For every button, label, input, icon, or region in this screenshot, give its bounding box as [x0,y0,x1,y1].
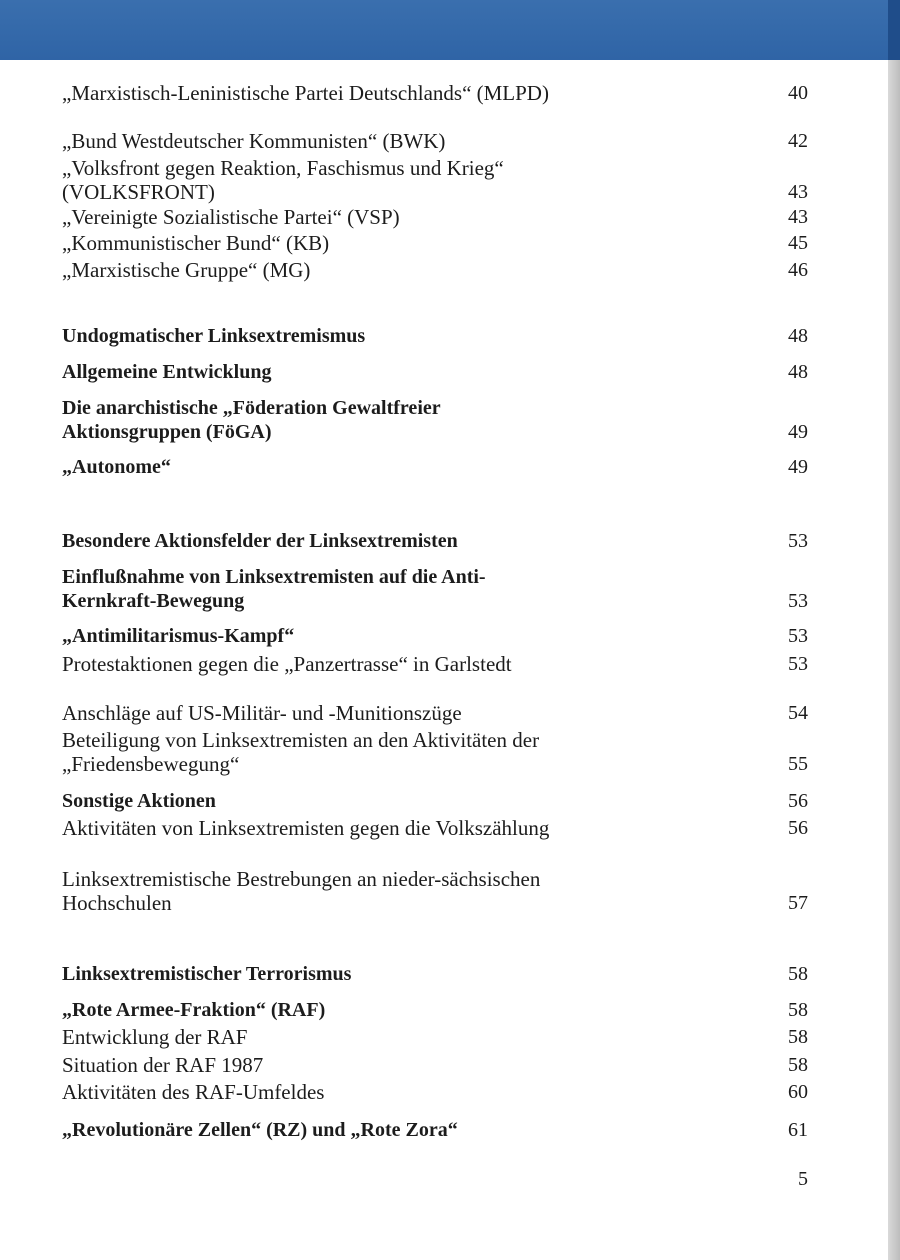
toc-entry-text: Linksextremistischer Terrorismus [62,963,352,985]
toc-entry [62,701,808,725]
toc-entry [62,258,808,282]
toc-entry-text: Aktivitäten von Linksextremisten gegen die Volkszählung [62,816,550,840]
toc-entry [62,728,808,776]
toc-entry-page: 53 [788,530,808,552]
toc-entry-page: 45 [788,232,808,254]
toc-entry-page: 58 [788,1054,808,1076]
toc-heading [62,624,808,648]
toc-entry-text: Entwicklung der RAF [62,1025,248,1049]
toc-entry-page: 49 [788,421,808,443]
toc-heading [62,529,808,553]
toc-entry-text: „Kommunistischer Bund“ (KB) [62,231,330,255]
toc-entry-text: Anschläge auf US-Militär- und -Munitionszüge [62,701,462,725]
toc-entry [62,1053,808,1077]
toc-entry-page: 60 [788,1081,808,1103]
toc-heading [62,1118,808,1142]
toc-entry-text: Allgemeine Entwicklung [62,361,272,383]
toc-entry-page: 55 [788,753,808,775]
toc-entry-text: „Revolutionäre Zellen“ (RZ) und „Rote Zora“ [62,1119,458,1141]
page-edge-shadow [888,0,900,1260]
toc-entry-page: 48 [788,325,808,347]
header-bar [0,0,888,60]
toc-entry-text: Aktivitäten des RAF-Umfeldes [62,1080,325,1104]
toc-entry-text: Beteiligung von Linksextremisten an den Aktivitäten der „Friedensbewegung“ [62,728,540,776]
toc-entry-text: „Rote Armee-Fraktion“ (RAF) [62,999,326,1021]
toc-entry-text: Protestaktionen gegen die „Panzertrasse“ in Garlstedt [62,652,512,676]
toc-entry-text: Einflußnahme von Linksextremisten auf die Anti-Kernkraft-Bewegung [62,566,486,612]
toc-heading [62,360,808,384]
toc-entry-page: 58 [788,963,808,985]
toc-heading [62,324,808,348]
toc-entry [62,1080,808,1104]
toc-entry-text: „Marxistische Gruppe“ (MG) [62,258,311,282]
toc-entry-text: „Vereinigte Sozialistische Partei“ (VSP) [62,205,400,229]
toc-entry-text: Situation der RAF 1987 [62,1053,264,1077]
toc-entry-text: Sonstige Aktionen [62,790,216,812]
toc-heading [62,998,808,1022]
toc-entry [62,205,808,229]
toc-entry-page: 58 [788,1026,808,1048]
toc-entry-page: 42 [788,130,808,152]
page-number: 5 [798,1168,808,1190]
toc-entry-page: 57 [788,892,808,914]
toc-entry-page: 49 [788,456,808,478]
toc-entry-text: Undogmatischer Linksextremismus [62,325,366,347]
page-edge-top [888,0,900,60]
toc-entry-text: „Autonome“ [62,456,171,478]
toc-entry [62,129,808,153]
toc-entry [62,816,808,840]
toc-entry-page: 46 [788,259,808,281]
toc-entry-page: 43 [788,206,808,228]
toc-entry-page: 56 [788,817,808,839]
toc-entry-page: 40 [788,82,808,104]
toc-entry [62,156,808,204]
toc-entry-page: 53 [788,625,808,647]
toc-entry-text: Linksextremistische Bestrebungen an nieder-sächsischen Hochschulen [62,867,541,915]
toc-entry-text: „Marxistisch-Leninistische Partei Deutschlands“ (MLPD) [62,81,549,105]
toc-entry [62,867,808,915]
toc-heading [62,962,808,986]
toc-entry [62,81,808,105]
toc-entry-page: 48 [788,361,808,383]
toc-entry-page: 61 [788,1119,808,1141]
toc-entry-text: „Bund Westdeutscher Kommunisten“ (BWK) [62,129,446,153]
toc-entry [62,1025,808,1049]
toc-entry-page: 56 [788,790,808,812]
toc-entry-text: „Volksfront gegen Reaktion, Faschismus und Krieg“ (VOLKSFRONT) [62,156,504,204]
toc-entry [62,652,808,676]
toc-heading [62,396,808,444]
toc-heading [62,565,808,613]
toc-entry [62,231,808,255]
toc-entry-text: Besondere Aktionsfelder der Linksextremisten [62,530,458,552]
toc-heading [62,789,808,813]
toc-entry-text: „Antimilitarismus-Kampf“ [62,625,295,647]
toc-entry-page: 58 [788,999,808,1021]
toc-entry-page: 43 [788,181,808,203]
toc-entry-page: 53 [788,653,808,675]
toc-entry-page: 54 [788,702,808,724]
toc-entry-page: 53 [788,590,808,612]
toc-heading [62,455,808,479]
toc-entry-text: Die anarchistische „Föderation Gewaltfreier Aktionsgruppen (FöGA) [62,397,441,443]
